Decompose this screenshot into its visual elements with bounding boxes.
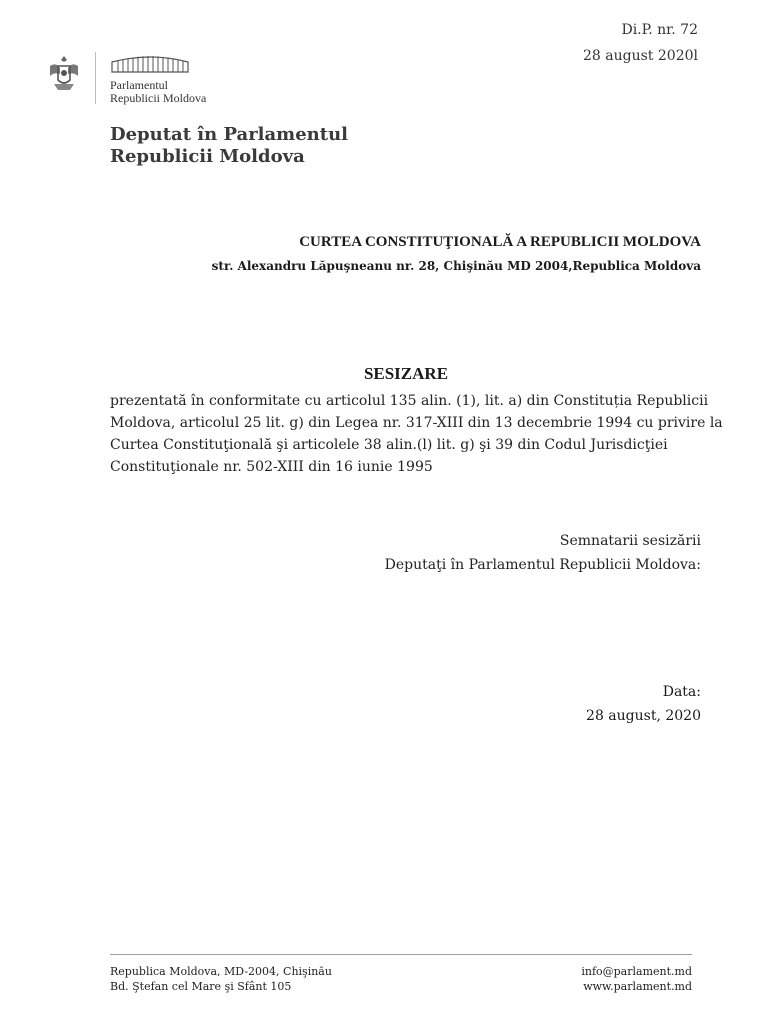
document-title: SESIZARE [363, 364, 449, 383]
body-line: Curtea Constituţională şi articolele 38 alin.(l) lit. g) şi 39 din Codul Jurisdicţiei [110, 437, 668, 453]
footer-website: www.parlament.md [583, 980, 692, 993]
addressee-name: CURTEA CONSTITUŢIONALĂ A REPUBLICII MOLDOVA [299, 234, 701, 250]
letterhead-divider [95, 52, 96, 104]
document-body [110, 390, 723, 478]
document-reference-date: 28 august 2020l [583, 48, 698, 64]
date-label: Data: [662, 684, 701, 700]
sender-title-line2: Republicii Moldova [110, 146, 305, 167]
body-line: prezentată în conformitate cu articolul 135 alin. (1), lit. a) din Constituția Republicii [110, 393, 709, 409]
coat-of-arms-icon [46, 54, 82, 94]
sender-title-line1: Deputat în Parlamentul [110, 124, 349, 145]
document-reference-number: Di.P. nr. 72 [621, 22, 698, 38]
signatories-group: Deputaţi în Parlamentul Republicii Moldova: [384, 557, 701, 573]
body-line: Moldova, articolul 25 lit. g) din Legea nr. 317-XIII din 13 decembrie 1994 cu privire la [110, 415, 723, 431]
signatories-label: Semnatarii sesizării [559, 533, 701, 549]
brand-name-line2: Republicii Moldova [110, 91, 207, 105]
footer-address-line1: Republica Moldova, MD-2004, Chişinău [110, 965, 332, 978]
addressee-address: str. Alexandru Lăpuşneanu nr. 28, Chişinău MD 2004,Republica Moldova [211, 259, 701, 273]
footer-address-line2: Bd. Ştefan cel Mare şi Sfânt 105 [110, 980, 292, 993]
parliament-building-icon [110, 52, 190, 74]
footer-email: info@parlament.md [581, 965, 692, 978]
body-line: Constituţionale nr. 502-XIII din 16 iunie 1995 [110, 459, 433, 475]
footer-divider [110, 954, 692, 955]
date-value: 28 august, 2020 [586, 708, 701, 724]
brand-name-line1: Parlamentul [110, 78, 168, 92]
